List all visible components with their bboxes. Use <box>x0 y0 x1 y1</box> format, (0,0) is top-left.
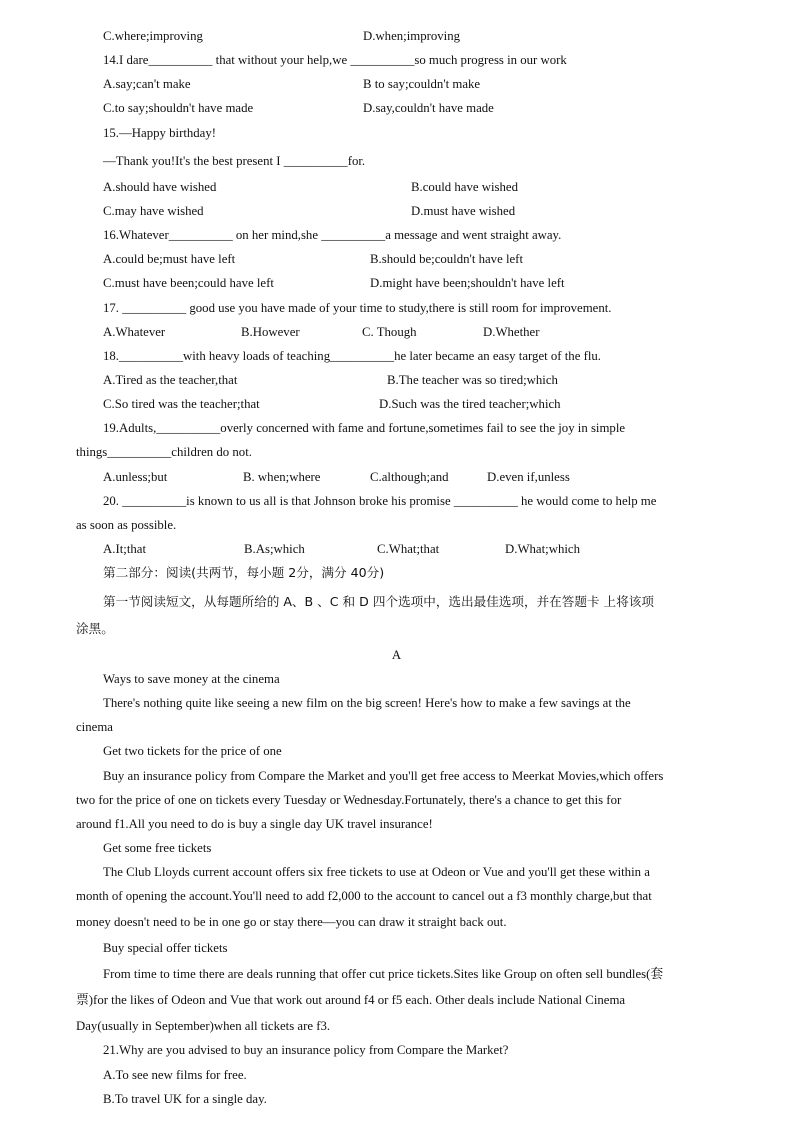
q16-option-b: B.should be;couldn't have left <box>370 252 523 266</box>
section-2-line2: month of opening the account.You'll need to add f2,000 to the account to cancel out a f3 monthly charge,but that <box>76 889 652 903</box>
section-3-line3: Day(usually in September)when all tickets are f3. <box>76 1019 331 1033</box>
section-1-line2: two for the price of one on tickets every Tuesday or Wednesday.Fortunately, there's a chance to get this for <box>76 793 622 807</box>
section-2-line1: The Club Lloyds current account offers six free tickets to use at Odeon or Vue and you'll get these within a <box>103 865 650 879</box>
q15-option-c: C.may have wished <box>103 204 204 218</box>
q17-option-a: A.Whatever <box>103 325 166 339</box>
section-1-line1: Buy an insurance policy from Compare the Market and you'll get free access to Meerkat Movies,which offers <box>103 769 664 783</box>
q17-option-c: C. Though <box>362 325 417 339</box>
q21-option-a: A.To see new films for free. <box>103 1068 247 1082</box>
q15-option-a: A.should have wished <box>103 180 217 194</box>
q17-option-b: B.However <box>241 325 300 339</box>
q19-stem-line1: 19.Adults,__________overly concerned with fame and fortune,sometimes fail to see the joy in simple <box>103 421 626 435</box>
q15-stem-line2: —Thank you!It's the best present I __________for. <box>103 154 366 168</box>
q19-option-d: D.even if,unless <box>487 470 570 484</box>
q20-option-d: D.What;which <box>505 542 580 556</box>
q15-stem-line1: 15.—Happy birthday! <box>103 126 217 140</box>
q20-stem-line2: as soon as possible. <box>76 518 177 532</box>
passage-intro-line2: cinema <box>76 720 113 734</box>
passage-label: A <box>391 648 402 662</box>
q13-option-c: C.where;improving <box>103 29 203 43</box>
section-heading-1: Get two tickets for the price of one <box>103 744 282 758</box>
q18-option-a: A.Tired as the teacher,that <box>103 373 238 387</box>
q16-option-a: A.could be;must have left <box>103 252 236 266</box>
q15-option-b: B.could have wished <box>411 180 518 194</box>
passage-title: Ways to save money at the cinema <box>103 672 280 686</box>
q17-option-d: D.Whether <box>483 325 540 339</box>
q18-stem: 18.__________with heavy loads of teaching__________he later became an easy target of the flu. <box>103 349 601 363</box>
q13-option-d: D.when;improving <box>363 29 461 43</box>
q16-option-c: C.must have been;could have left <box>103 276 274 290</box>
part2-heading: 第二部分：阅读(共两节，每小题 2分，满分 40分) <box>103 565 385 580</box>
part2-instruction-line2: 涂黑。 <box>76 621 114 636</box>
q14-option-a: A.say;can't make <box>103 77 191 91</box>
section-2-line3: money doesn't need to be in one go or stay there—you can draw it straight back out. <box>76 915 507 929</box>
section-3-line2: 票)for the likes of Odeon and Vue that work out around f4 or f5 each. Other deals include National Cinema <box>76 993 626 1007</box>
section-heading-2: Get some free tickets <box>103 841 212 855</box>
section-3-line1: From time to time there are deals running that offer cut price tickets.Sites like Group on often sell bundles(套 <box>103 967 664 981</box>
section-1-line3: around f1.All you need to do is buy a single day UK travel insurance! <box>76 817 433 831</box>
passage-intro-line1: There's nothing quite like seeing a new film on the big screen! Here's how to make a few savings at the <box>103 696 631 710</box>
q19-option-c: C.although;and <box>370 470 449 484</box>
q19-stem-line2: things__________children do not. <box>76 445 252 459</box>
q20-stem-line1: 20. __________is known to us all is that Johnson broke his promise __________ he would come to help me <box>103 494 657 508</box>
q19-option-b: B. when;where <box>243 470 321 484</box>
q14-option-c: C.to say;shouldn't have made <box>103 101 254 115</box>
q18-option-d: D.Such was the tired teacher;which <box>379 397 561 411</box>
section-heading-3: Buy special offer tickets <box>103 941 228 955</box>
q14-option-d: D.say,couldn't have made <box>363 101 494 115</box>
q18-option-b: B.The teacher was so tired;which <box>387 373 558 387</box>
q16-stem: 16.Whatever__________ on her mind,she __________a message and went straight away. <box>103 228 562 242</box>
q19-option-a: A.unless;but <box>103 470 168 484</box>
q17-stem: 17. __________ good use you have made of your time to study,there is still room for improvement. <box>103 301 612 315</box>
part2-instruction-line1: 第一节阅读短文，从每题所给的 A、B 、C 和 D 四个选项中，选出最佳选项，并在答题卡 上将该项 <box>103 594 654 609</box>
q14-stem: 14.I dare__________ that without your help,we __________so much progress in our work <box>103 53 567 67</box>
q15-option-d: D.must have wished <box>411 204 516 218</box>
q20-option-c: C.What;that <box>377 542 440 556</box>
q21-stem: 21.Why are you advised to buy an insurance policy from Compare the Market? <box>103 1043 509 1057</box>
q18-option-c: C.So tired was the teacher;that <box>103 397 260 411</box>
q21-option-b: B.To travel UK for a single day. <box>103 1092 267 1106</box>
q14-option-b: B to say;couldn't make <box>363 77 481 91</box>
q20-option-b: B.As;which <box>244 542 305 556</box>
q20-option-a: A.It;that <box>103 542 147 556</box>
q16-option-d: D.might have been;shouldn't have left <box>370 276 565 290</box>
